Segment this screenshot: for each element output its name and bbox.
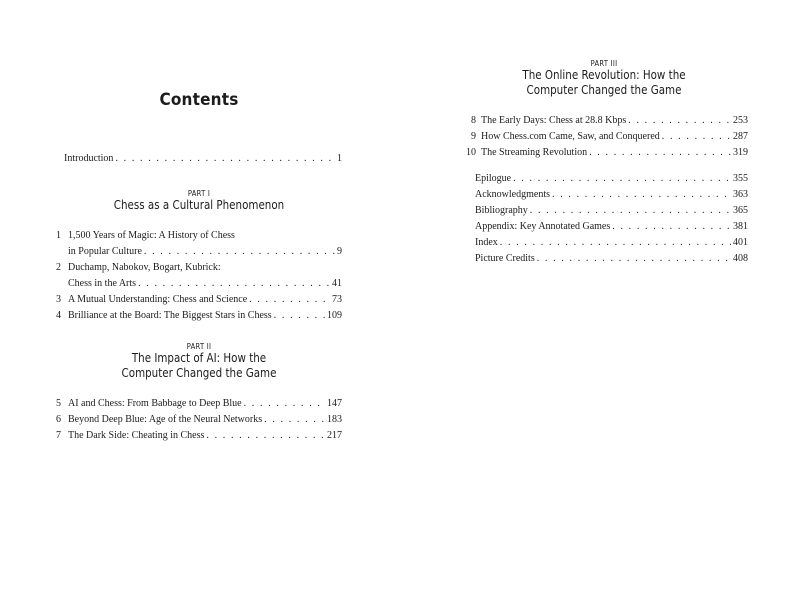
back-matter-label: Index xyxy=(475,237,498,248)
chapter-title: The Dark Side: Cheating in Chess xyxy=(68,430,205,441)
chapter-page: 287 xyxy=(733,131,748,142)
leader-dots xyxy=(662,129,731,145)
toc-appendix[interactable] xyxy=(475,219,748,235)
part-label: PART II xyxy=(186,342,212,351)
leader-dots xyxy=(206,428,325,444)
toc-intro-label: Introduction xyxy=(64,153,114,164)
part-1-heading xyxy=(58,189,340,213)
chapter-page: 253 xyxy=(733,115,748,126)
part-2-entries xyxy=(56,396,342,444)
chapter-number: 8 xyxy=(471,115,476,126)
contents-heading: Contents xyxy=(159,90,239,110)
part-2-heading xyxy=(58,342,340,381)
chapter-title: AI and Chess: From Babbage to Deep Blue xyxy=(68,398,242,409)
chapter-page: 73 xyxy=(332,294,342,305)
chapter-number: 9 xyxy=(471,131,476,142)
toc-entry-8[interactable] xyxy=(460,113,748,129)
chapter-title: Brilliance at the Board: The Biggest Stars in Chess xyxy=(68,310,272,321)
chapter-number: 1 xyxy=(56,230,61,241)
back-matter-label: Appendix: Key Annotated Games xyxy=(475,221,611,232)
toc-picture-credits[interactable] xyxy=(475,251,748,267)
chapter-number: 7 xyxy=(56,430,61,441)
chapter-title: The Streaming Revolution xyxy=(481,147,588,158)
chapter-page: 217 xyxy=(327,430,342,441)
back-matter-page: 365 xyxy=(733,205,748,216)
leader-dots xyxy=(513,171,731,187)
back-matter-page: 381 xyxy=(733,221,748,232)
chapter-title: Beyond Deep Blue: Age of the Neural Networks xyxy=(68,414,263,425)
back-matter-page: 355 xyxy=(733,173,748,184)
back-matter-label: Picture Credits xyxy=(475,253,535,264)
chapter-page: 147 xyxy=(327,398,342,409)
part-title: The Online Revolution: How the xyxy=(522,68,686,82)
chapter-number: 3 xyxy=(56,294,61,305)
part-1-entries xyxy=(56,228,342,324)
toc-entry-7[interactable] xyxy=(56,428,342,444)
leader-dots xyxy=(244,396,325,412)
toc-entry-9[interactable] xyxy=(460,129,748,145)
part-title: The Impact of AI: How the xyxy=(131,351,267,365)
leader-dots xyxy=(115,151,335,167)
back-matter-page: 408 xyxy=(733,253,748,264)
chapter-number: 2 xyxy=(56,262,61,273)
chapter-page: 109 xyxy=(327,310,342,321)
chapter-title: 1,500 Years of Magic: A History of Chess xyxy=(68,230,235,241)
leader-dots xyxy=(552,187,731,203)
part-title: Computer Changed the Game xyxy=(526,83,682,97)
toc-intro-page: 1 xyxy=(337,153,342,164)
leader-dots xyxy=(274,308,325,324)
chapter-number: 5 xyxy=(56,398,61,409)
part-3-heading xyxy=(460,59,748,98)
chapter-title: How Chess.com Came, Saw, and Conquered xyxy=(481,131,660,142)
leader-dots xyxy=(264,412,325,428)
toc-entry-1[interactable] xyxy=(56,228,342,260)
back-matter-label: Bibliography xyxy=(475,205,528,216)
part-title: Computer Changed the Game xyxy=(121,366,277,380)
chapter-title-cont: in Popular Culture xyxy=(68,246,142,257)
toc-intro[interactable] xyxy=(64,151,342,167)
toc-bibliography[interactable] xyxy=(475,203,748,219)
part-3-entries xyxy=(460,113,748,161)
chapter-title: The Early Days: Chess at 28.8 Kbps xyxy=(481,115,627,126)
chapter-number: 4 xyxy=(56,310,61,321)
chapter-page: 319 xyxy=(733,147,748,158)
leader-dots xyxy=(589,145,731,161)
part-label: PART III xyxy=(590,59,618,68)
leader-dots xyxy=(500,235,731,251)
chapter-page: 41 xyxy=(332,278,342,289)
leader-dots xyxy=(628,113,731,129)
chapter-number: 6 xyxy=(56,414,61,425)
part-title: Chess as a Cultural Phenomenon xyxy=(113,198,285,212)
leader-dots xyxy=(537,251,731,267)
back-matter-page: 363 xyxy=(733,189,748,200)
leader-dots xyxy=(249,292,330,308)
leader-dots xyxy=(612,219,731,235)
back-matter xyxy=(475,171,748,267)
toc-entry-3[interactable] xyxy=(56,292,342,308)
back-matter-label: Acknowledgments xyxy=(475,189,550,200)
chapter-title: Duchamp, Nabokov, Bogart, Kubrick: xyxy=(68,262,221,273)
back-matter-label: Epilogue xyxy=(475,173,512,184)
toc-entry-2[interactable] xyxy=(56,260,342,292)
chapter-title: A Mutual Understanding: Chess and Science xyxy=(68,294,248,305)
back-matter-page: 401 xyxy=(733,237,748,248)
leader-dots xyxy=(138,276,330,292)
chapter-title-cont: Chess in the Arts xyxy=(68,278,137,289)
leader-dots xyxy=(144,244,335,260)
toc-epilogue[interactable] xyxy=(475,171,748,187)
toc-entry-4[interactable] xyxy=(56,308,342,324)
part-label: PART I xyxy=(187,189,211,198)
chapter-number: 10 xyxy=(466,147,476,158)
toc-entry-6[interactable] xyxy=(56,412,342,428)
chapter-page: 9 xyxy=(337,246,342,257)
toc-acknowledgments[interactable] xyxy=(475,187,748,203)
chapter-page: 183 xyxy=(327,414,342,425)
leader-dots xyxy=(530,203,731,219)
toc-index[interactable] xyxy=(475,235,748,251)
toc-entry-5[interactable] xyxy=(56,396,342,412)
toc-entry-10[interactable] xyxy=(460,145,748,161)
